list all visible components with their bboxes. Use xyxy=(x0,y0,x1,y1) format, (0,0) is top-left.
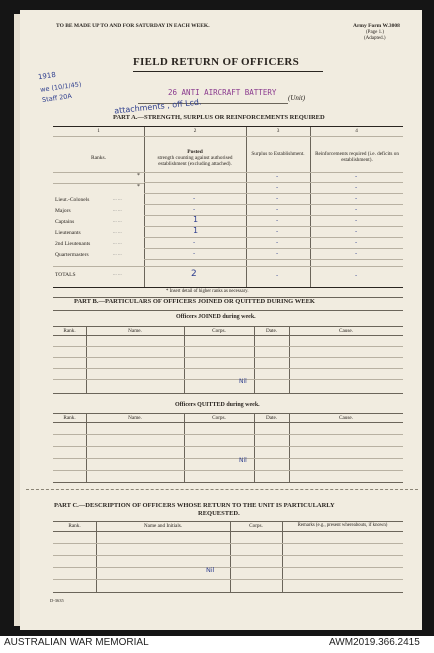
unit-label: (Unit) xyxy=(288,94,306,102)
part-a-table: 1 2 3 4 Ranks. Posted strength counting against authorised establishment (excluding attached). Surplus to Establishment. Reinforcements required (i.e. deficits on establishment). * * Lieut.-Colonels Majors Captains Lieutenants 2nd Lieutenants Quartermasters ... ... ... ... ... ... ... ... ... ... ... ... - - 1 1 - - - - - - - - - - - - - - - - - - TOTALS ... ... 2 - - xyxy=(53,126,403,288)
form-id: Army Form W.3008 xyxy=(353,23,400,29)
joined-col-cause: Cause. xyxy=(339,328,353,334)
total-posted: 2 xyxy=(191,269,197,279)
quitted-col-name: Name. xyxy=(128,415,142,421)
col-header-reinforcements: Reinforcements required (i.e. deficits on establishment). xyxy=(315,151,399,163)
quitted-col-cause: Cause. xyxy=(339,415,353,421)
reinf-row-1: - xyxy=(355,173,358,180)
rank-captains: Captains xyxy=(55,219,75,225)
totals-dots: ... ... xyxy=(113,272,122,277)
col-header-ranks: Ranks. xyxy=(90,155,107,161)
handwritten-attachment-note: attachments , off Lcd. xyxy=(113,97,202,116)
posted-lieutenants: 1 xyxy=(193,226,199,235)
col-number-4: 4 xyxy=(355,128,358,134)
col-number-1: 1 xyxy=(97,128,100,134)
reinf-captains: - xyxy=(355,217,358,224)
quitted-nil-entry: Nil xyxy=(239,457,247,464)
part-c-col-name: Name and Initials. xyxy=(143,523,183,529)
cut-line xyxy=(26,489,418,490)
form-adapted: (Adapted.) xyxy=(364,36,386,41)
posted-quartermasters: - xyxy=(193,250,196,257)
reinf-lieutenants: - xyxy=(355,228,358,235)
reinf-quartermasters: - xyxy=(355,250,358,257)
footer-accession-number: AWM2019.366.2415 xyxy=(329,637,420,648)
part-c-table xyxy=(53,521,403,593)
joined-col-corps: Corps. xyxy=(212,328,226,334)
reinf-lieut-colonels: - xyxy=(355,195,358,202)
quitted-col-rank: Rank. xyxy=(63,415,76,421)
form-document xyxy=(20,10,422,630)
reinf-2nd-lieutenants: - xyxy=(355,239,358,246)
col-number-2: 2 xyxy=(193,128,197,134)
surplus-lieut-colonels: - xyxy=(276,195,279,202)
rank-asterisk-1: * xyxy=(137,173,140,179)
rank-majors: Majors xyxy=(55,208,71,214)
surplus-majors: - xyxy=(276,206,279,213)
totals-label: TOTALS xyxy=(55,272,76,278)
footer-institution: AUSTRALIAN WAR MEMORIAL xyxy=(4,637,149,648)
handwritten-margin-3: Staff 20A xyxy=(41,91,73,105)
posted-captains: 1 xyxy=(193,215,199,224)
quitted-title: Officers QUITTED during week. xyxy=(175,402,260,408)
rank-quartermasters: Quartermasters xyxy=(55,252,89,258)
joined-table xyxy=(53,326,403,394)
joined-col-rank: Rank. xyxy=(63,328,76,334)
col-header-posted: strength counting against authorised establishment (excluding attached). xyxy=(157,155,233,167)
surplus-row-1: - xyxy=(276,173,279,180)
part-b-title: PART B.—PARTICULARS OF OFFICERS JOINED OR QUITTED DURING WEEK xyxy=(74,298,315,305)
surplus-quartermasters: - xyxy=(276,250,279,257)
part-a-title: PART A.—STRENGTH, SURPLUS OR REINFORCEMENTS REQUIRED xyxy=(113,114,325,121)
part-c-nil-entry: Nil xyxy=(206,566,215,574)
posted-majors: - xyxy=(193,206,196,213)
quitted-table xyxy=(53,413,403,483)
joined-col-date: Date. xyxy=(265,328,278,334)
form-page: (Page 1.) xyxy=(366,30,385,35)
quitted-col-corps: Corps. xyxy=(212,415,226,421)
joined-title: Officers JOINED during week. xyxy=(176,314,256,320)
rank-lieutenants: Lieutenants xyxy=(55,230,81,236)
posted-2nd-lieutenants: - xyxy=(193,239,196,246)
header-instruction: TO BE MADE UP TO AND FOR SATURDAY IN EACH WEEK. xyxy=(56,23,210,29)
handwritten-margin-1: 1918 xyxy=(37,70,57,82)
surplus-row-2: - xyxy=(276,184,279,191)
total-reinforcements: - xyxy=(355,272,358,279)
surplus-2nd-lieutenants: - xyxy=(276,239,279,246)
reinf-majors: - xyxy=(355,206,358,213)
title-underline xyxy=(133,71,323,72)
quitted-col-date: Date. xyxy=(265,415,278,421)
posted-lieut-colonels: - xyxy=(193,195,196,202)
part-c-col-remarks: Remarks (e.g., present whereabouts, if known) xyxy=(297,523,388,528)
col-header-surplus: Surplus to Establishment. xyxy=(251,151,305,157)
reinf-row-2: - xyxy=(355,184,358,191)
rank-asterisk-2: * xyxy=(137,184,140,190)
part-c-col-corps: Corps. xyxy=(249,523,263,529)
form-title: FIELD RETURN OF OFFICERS xyxy=(133,56,300,68)
part-a-footnote: * Insert detail of higher ranks as necessary. xyxy=(166,289,249,294)
part-c-title-line2: REQUESTED. xyxy=(198,510,240,517)
total-surplus: - xyxy=(276,272,279,279)
unit-stamp: 26 ANTI AIRCRAFT BATTERY xyxy=(168,88,277,97)
joined-nil-entry: Nil xyxy=(239,378,247,385)
joined-col-name: Name. xyxy=(128,328,142,334)
surplus-lieutenants: - xyxy=(276,228,279,235)
col-number-3: 3 xyxy=(276,128,280,134)
col-header-posted-bold: Posted xyxy=(187,149,203,155)
rank-2nd-lieutenants: 2nd Lieutenants xyxy=(55,241,91,247)
rank-lieut-colonels: Lieut.-Colonels xyxy=(55,197,90,203)
part-c-col-rank: Rank. xyxy=(68,523,81,529)
print-code: D-3635 xyxy=(50,598,64,603)
surplus-captains: - xyxy=(276,217,279,224)
handwritten-margin-2: we (10/1/45) xyxy=(39,80,82,94)
part-c-title-line1: PART C.—DESCRIPTION OF OFFICERS WHOSE RETURN TO THE UNIT IS PARTICULARLY xyxy=(54,502,335,509)
